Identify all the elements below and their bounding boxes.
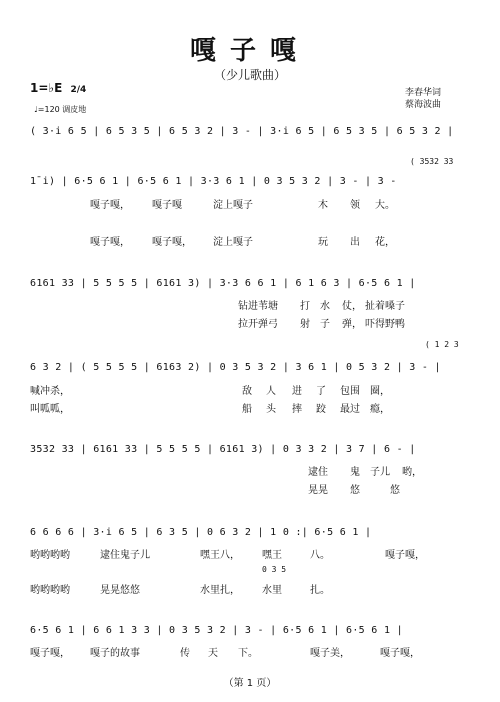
lyric: 逮住鬼子儿	[100, 550, 150, 561]
lyric: 打	[300, 301, 310, 312]
lyric: 哟哟哟哟	[30, 585, 70, 596]
song-subtitle: （少儿歌曲）	[213, 68, 286, 82]
lyric: 大。	[375, 200, 395, 211]
lyric: 跤	[316, 404, 326, 415]
lyric: 进	[292, 386, 302, 397]
key-signature-block	[30, 81, 86, 95]
lyric: 吓得野鸭	[365, 319, 405, 330]
lyric: 嘿王	[262, 550, 282, 561]
lyric: 圈，	[370, 386, 390, 397]
lyric: 玩	[318, 237, 328, 248]
lyric: 头	[266, 404, 276, 415]
score-line-1: ( 3·i 6 5 | 6 5 3 5 | 6 5 3 2 | 3 - | 3·i 6 5 | 6 5 3 5 | 6 5 3 2 |	[30, 126, 454, 137]
score-line-3: 6161 33 | 5 5 5 5 | 6161 3) | 3·3 6 6 1 | 6 1 6 3 | 6·5 6 1 |	[30, 278, 416, 289]
lyric: 嘿王八，	[200, 550, 240, 561]
page-number: （第 1 页）	[223, 678, 277, 689]
lyric: 人	[266, 386, 276, 397]
lyric: 子儿	[370, 467, 390, 478]
lyric: 八。	[310, 550, 330, 561]
lyric: 传	[180, 648, 190, 659]
score-line-6: 6 6 6 6 | 3·i 6 5 | 6 3 5 | 0 6 3 2 | 1 0 :| 6·5 6 1 |	[30, 527, 372, 538]
score-fragment-2: ( 1 2 3	[425, 340, 459, 349]
lyric: 晃晃	[308, 485, 328, 496]
lyric: 悠	[350, 485, 360, 496]
lyric: 嘎子嘎，	[90, 237, 130, 248]
lyric: 瘾，	[370, 404, 390, 415]
lyric: 花，	[375, 237, 395, 248]
lyric: 子	[320, 319, 330, 330]
lyric: 拉开弹弓	[238, 319, 278, 330]
lyric: 船	[242, 404, 252, 415]
lyric: 嘎子嘎	[152, 200, 182, 211]
time-signature: 2/4	[70, 85, 87, 95]
lyric: 下。	[238, 648, 258, 659]
score-line-2: 1̄ i) | 6·5 6 1 | 6·5 6 1 | 3·3 6 1 | 0 3 5 3 2 | 3 - | 3 -	[30, 176, 397, 187]
composer-credit: 蔡海波曲	[405, 100, 442, 110]
lyric: 悠	[390, 485, 400, 496]
lyric: 敌	[242, 386, 252, 397]
lyric: 弹，	[342, 319, 362, 330]
lyric: 嘎子的故事	[90, 648, 140, 659]
lyric: 嘎子嘎，	[90, 200, 130, 211]
lyric: 晃晃悠悠	[100, 585, 140, 596]
lyric: 淀上嘎子	[213, 200, 253, 211]
lyric: 水里	[262, 585, 282, 596]
lyric: 了	[316, 386, 326, 397]
lyric: 水里扎，	[200, 585, 240, 596]
lyric: 射	[300, 319, 310, 330]
lyric: 木	[318, 200, 328, 211]
lyric: 嘎子嘎，	[380, 648, 420, 659]
lyric: 鬼	[350, 467, 360, 478]
tempo-marking: ♩=120 调皮地	[34, 105, 87, 114]
lyric: 叫呱呱，	[30, 404, 70, 415]
score-line-7: 6·5 6 1 | 6 6 1 3 3 | 0 3 5 3 2 | 3 - | 6·5 6 1 | 6·5 6 1 |	[30, 625, 403, 636]
lyric: 嘎子嘎，	[385, 550, 425, 561]
lyric: 扯着嗓子	[365, 301, 405, 312]
score-line-4: 6 3 2 | ( 5 5 5 5 | 6163 2) | 0 3 5 3 2 | 3 6 1 | 0 5 3 2 | 3 - |	[30, 362, 441, 373]
lyric: 摔	[292, 404, 302, 415]
lyric: 淀上嘎子	[213, 237, 253, 248]
score-line-5: 3532 33 | 6161 33 | 5 5 5 5 | 6161 3) | 0 3 3 2 | 3 7 | 6 - |	[30, 444, 416, 455]
lyric: 哟，	[402, 467, 422, 478]
lyric: 领	[350, 200, 360, 211]
lyric: 包围	[340, 386, 360, 397]
key-signature: 1=♭E	[30, 81, 63, 95]
lyric: 嘎子嘎，	[30, 648, 70, 659]
lyric: 逮住	[308, 467, 328, 478]
lyric: 扎。	[310, 585, 330, 596]
lyric: 嘎子美，	[310, 648, 350, 659]
song-title: 嘎子嘎	[189, 36, 310, 66]
lyric: 天	[208, 648, 218, 659]
lyric: 嘎子嘎，	[152, 237, 192, 248]
lyric: 水	[320, 301, 330, 312]
lyric: 哟哟哟哟	[30, 550, 70, 561]
lyric: 钻进苇塘	[238, 301, 278, 312]
score-fragment-3: 0 3 5	[262, 565, 287, 574]
lyric: 出	[350, 237, 360, 248]
lyric: 喊冲杀，	[30, 386, 70, 397]
lyric: 最过	[340, 404, 360, 415]
lyricist-credit: 李春华词	[405, 88, 442, 98]
score-fragment-1: ( 3532 33	[410, 157, 454, 166]
lyric: 仗，	[342, 301, 362, 312]
